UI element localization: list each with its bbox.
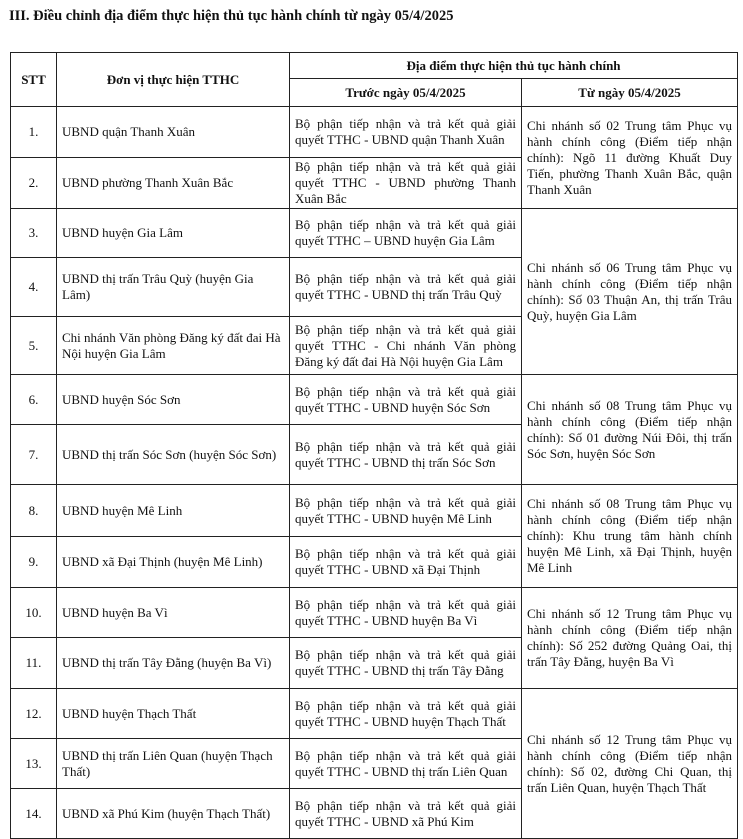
before-cell: Bộ phận tiếp nhận và trả kết quả giải quyết TTHC - UBND thị trấn Liên Quan	[290, 739, 522, 789]
before-cell: Bộ phận tiếp nhận và trả kết quả giải quyết TTHC - UBND thị trấn Sóc Sơn	[290, 425, 522, 485]
stt-cell: 3.	[11, 209, 57, 258]
header-from: Từ ngày 05/4/2025	[522, 79, 738, 107]
stt-cell: 9.	[11, 537, 57, 588]
unit-cell: UBND xã Phú Kim (huyện Thạch Thất)	[57, 789, 290, 839]
new-location-cell: Chi nhánh số 12 Trung tâm Phục vụ hành chính công (Điểm tiếp nhận chính): Số 252 đường Quảng Oai, thị trấn Tây Đằng, huyện Ba Vì	[522, 588, 738, 689]
new-location-cell: Chi nhánh số 12 Trung tâm Phục vụ hành chính công (Điểm tiếp nhận chính): Số 02, đường Chi Quan, thị trấn Liên Quan, huyện Thạch Thất	[522, 689, 738, 839]
before-cell: Bộ phận tiếp nhận và trả kết quả giải quyết TTHC - UBND huyện Sóc Sơn	[290, 375, 522, 425]
unit-cell: UBND huyện Mê Linh	[57, 485, 290, 537]
before-cell: Bộ phận tiếp nhận và trả kết quả giải quyết TTHC - UBND huyện Ba Vì	[290, 588, 522, 638]
before-cell: Bộ phận tiếp nhận và trả kết quả giải quyết TTHC – UBND huyện Gia Lâm	[290, 209, 522, 258]
before-cell: Bộ phận tiếp nhận và trả kết quả giải quyết TTHC - UBND thị trấn Tây Đằng	[290, 638, 522, 689]
before-cell: Bộ phận tiếp nhận và trả kết quả giải quyết TTHC - UBND phường Thanh Xuân Bắc	[290, 158, 522, 209]
table-row	[11, 107, 738, 158]
before-cell: Bộ phận tiếp nhận và trả kết quả giải quyết TTHC - Chi nhánh Văn phòng Đăng ký đất đai Hà Nội huyện Gia Lâm	[290, 317, 522, 375]
table-row	[11, 485, 738, 537]
stt-cell: 11.	[11, 638, 57, 689]
before-cell: Bộ phận tiếp nhận và trả kết quả giải quyết TTHC - UBND xã Đại Thịnh	[290, 537, 522, 588]
header-location: Địa điểm thực hiện thủ tục hành chính	[290, 53, 738, 79]
unit-cell: UBND quận Thanh Xuân	[57, 107, 290, 158]
unit-cell: UBND thị trấn Sóc Sơn (huyện Sóc Sơn)	[57, 425, 290, 485]
table-row	[11, 209, 738, 258]
unit-cell: UBND huyện Sóc Sơn	[57, 375, 290, 425]
header-unit: Đơn vị thực hiện TTHC	[57, 53, 290, 107]
unit-cell: UBND thị trấn Tây Đằng (huyện Ba Vì)	[57, 638, 290, 689]
unit-cell: UBND phường Thanh Xuân Bắc	[57, 158, 290, 209]
new-location-cell: Chi nhánh số 06 Trung tâm Phục vụ hành chính công (Điểm tiếp nhận chính): Số 03 Thuận An, thị trấn Trâu Quỳ, huyện Gia Lâm	[522, 209, 738, 375]
header-row	[11, 53, 738, 79]
before-cell: Bộ phận tiếp nhận và trả kết quả giải quyết TTHC - UBND huyện Thạch Thất	[290, 689, 522, 739]
header-stt: STT	[11, 53, 57, 107]
stt-cell: 13.	[11, 739, 57, 789]
unit-cell: UBND huyện Thạch Thất	[57, 689, 290, 739]
before-cell: Bộ phận tiếp nhận và trả kết quả giải quyết TTHC - UBND xã Phú Kim	[290, 789, 522, 839]
unit-cell: UBND huyện Gia Lâm	[57, 209, 290, 258]
stt-cell: 8.	[11, 485, 57, 537]
location-table	[10, 52, 738, 839]
stt-cell: 6.	[11, 375, 57, 425]
table-row	[11, 375, 738, 425]
stt-cell: 5.	[11, 317, 57, 375]
section-title: III. Điều chỉnh địa điểm thực hiện thủ tục hành chính từ ngày 05/4/2025	[9, 8, 454, 24]
before-cell: Bộ phận tiếp nhận và trả kết quả giải quyết TTHC - UBND quận Thanh Xuân	[290, 107, 522, 158]
before-cell: Bộ phận tiếp nhận và trả kết quả giải quyết TTHC - UBND thị trấn Trâu Quỳ	[290, 258, 522, 317]
stt-cell: 1.	[11, 107, 57, 158]
stt-cell: 2.	[11, 158, 57, 209]
stt-cell: 14.	[11, 789, 57, 839]
unit-cell: UBND huyện Ba Vì	[57, 588, 290, 638]
header-before: Trước ngày 05/4/2025	[290, 79, 522, 107]
unit-cell: Chi nhánh Văn phòng Đăng ký đất đai Hà Nội huyện Gia Lâm	[57, 317, 290, 375]
stt-cell: 7.	[11, 425, 57, 485]
stt-cell: 10.	[11, 588, 57, 638]
stt-cell: 12.	[11, 689, 57, 739]
new-location-cell: Chi nhánh số 08 Trung tâm Phục vụ hành chính công (Điểm tiếp nhận chính): Khu trung tâm hành chính huyện Mê Linh, xã Đại Thịnh, huyện Mê Linh	[522, 485, 738, 588]
new-location-cell: Chi nhánh số 08 Trung tâm Phục vụ hành chính công (Điểm tiếp nhận chính): Số 01 đường Núi Đôi, thị trấn Sóc Sơn, huyện Sóc Sơn	[522, 375, 738, 485]
table-row	[11, 689, 738, 739]
table-row	[11, 588, 738, 638]
unit-cell: UBND thị trấn Trâu Quỳ (huyện Gia Lâm)	[57, 258, 290, 317]
unit-cell: UBND thị trấn Liên Quan (huyện Thạch Thất)	[57, 739, 290, 789]
unit-cell: UBND xã Đại Thịnh (huyện Mê Linh)	[57, 537, 290, 588]
new-location-cell: Chi nhánh số 02 Trung tâm Phục vụ hành chính công (Điểm tiếp nhận chính): Ngõ 11 đường Khuất Duy Tiến, phường Thanh Xuân Bắc, quận Thanh Xuân	[522, 107, 738, 209]
before-cell: Bộ phận tiếp nhận và trả kết quả giải quyết TTHC - UBND huyện Mê Linh	[290, 485, 522, 537]
stt-cell: 4.	[11, 258, 57, 317]
